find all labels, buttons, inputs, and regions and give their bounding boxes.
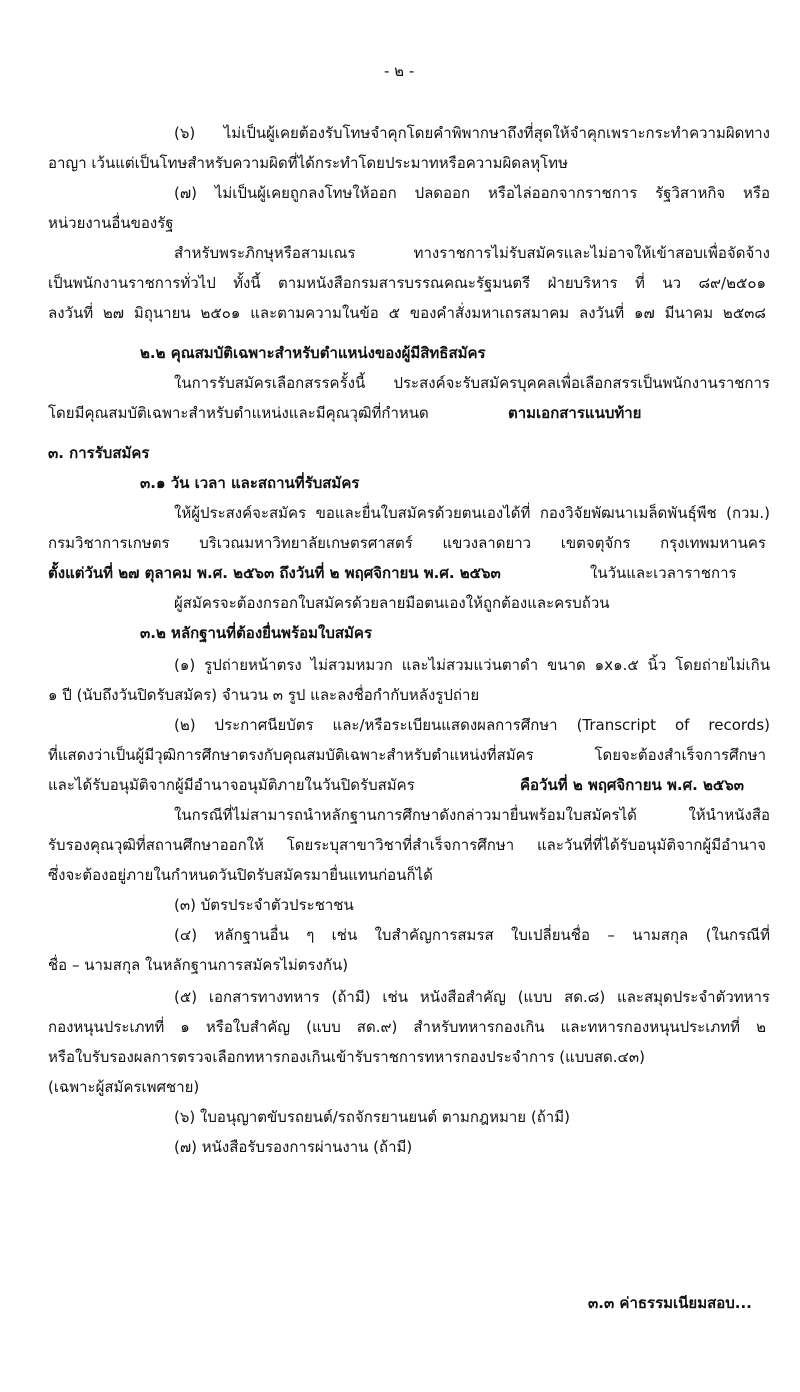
text-line: (๔) หลักฐานอื่น ๆ เช่น ใบสำคัญการสมรส ใบเปลี่ยนชื่อ – นามสกุล (ในกรณีที่ <box>174 926 770 944</box>
text-line: (๑) รูปถ่ายหน้าตรง ไม่สวมหมวก และไม่สวมแว่นตาดำ ขนาด ๑x๑.๕ นิ้ว โดยถ่ายไม่เกิน <box>174 656 770 674</box>
text-line: ในกรณีที่ไม่สามารถนำหลักฐานการศึกษาดังกล่าวมายื่นพร้อมใบสมัครได้ ให้นำหนังสือ <box>174 806 770 824</box>
section-heading-3-2: ๓.๒ หลักฐานที่ต้องยื่นพร้อมใบสมัคร <box>140 624 373 642</box>
text-line: (เฉพาะผู้สมัครเพศชาย) <box>48 1078 200 1096</box>
text-line: ๑ ปี (นับถึงวันปิดรับสมัคร) จำนวน ๓ รูป และลงชื่อกำกับหลังรูปถ่าย <box>48 686 480 704</box>
text-line: หน่วยงานอื่นของรัฐ <box>48 214 174 232</box>
continuation-note: ๓.๓ ค่าธรรมเนียมสอบ... <box>588 1294 752 1312</box>
text-line: และได้รับอนุมัติจากผู้มีอำนาจอนุมัติภายในวันปิดรับสมัคร <box>48 776 415 794</box>
text-line: อาญา เว้นแต่เป็นโทษสำหรับความผิดที่ได้กระทำโดยประมาทหรือความผิดลหุโทษ <box>48 154 568 172</box>
text-line: (๖) ไม่เป็นผู้เคยต้องรับโทษจำคุกโดยคำพิพากษาถึงที่สุดให้จำคุกเพราะกระทำความผิดทาง <box>174 124 770 142</box>
text-line: ซึ่งจะต้องอยู่ภายในกำหนดวันปิดรับสมัครมายื่นแทนก่อนก็ได้ <box>48 866 433 884</box>
text-line: (๕) เอกสารทางทหาร (ถ้ามี) เช่น หนังสือสำคัญ (แบบ สด.๘) และสมุดประจำตัวทหาร <box>174 988 770 1006</box>
text-line: เป็นพนักงานราชการทั่วไป ทั้งนี้ ตามหนังสือกรมสารบรรณคณะรัฐมนตรี ฝ่ายบริหาร ที่ นว ๘๙/๒๕๐๑ <box>48 274 766 292</box>
text-line: รับรองคุณวุฒิที่สถานศึกษาออกให้ โดยระบุสาขาวิชาที่สำเร็จการศึกษา และวันที่ที่ได้รับอนุมัติจากผู้มีอำนาจ <box>48 836 766 854</box>
text-line: (๖) ใบอนุญาตขับรถยนต์/รถจักรยานยนต์ ตามกฎหมาย (ถ้ามี) <box>174 1108 570 1126</box>
text-line: (๓) บัตรประจำตัวประชาชน <box>174 896 354 914</box>
emphasis-text: ตั้งแต่วันที่ ๒๗ ตุลาคม พ.ศ. ๒๕๖๓ ถึงวันที่ ๒ พฤศจิกายน พ.ศ. ๒๕๖๓ <box>48 564 501 582</box>
emphasis-text: ตามเอกสารแนบท้าย <box>508 404 642 422</box>
text-line: ผู้สมัครจะต้องกรอกใบสมัครด้วยลายมือตนเองให้ถูกต้องและครบถ้วน <box>174 594 610 612</box>
text-line: ในวันและเวลาราชการ <box>590 564 737 582</box>
text-line: (๒) ประกาศนียบัตร และ/หรือระเบียนแสดงผลการศึกษา (Transcript of records) <box>174 716 770 734</box>
text-line: โดยมีคุณสมบัติเฉพาะสำหรับตำแหน่งและมีคุณวุฒิที่กำหนด <box>48 404 429 422</box>
text-line: กรมวิชาการเกษตร บริเวณมหาวิทยาลัยเกษตรศาสตร์ แขวงลาดยาว เขตจตุจักร กรุงเทพมหานคร <box>48 534 766 552</box>
section-heading-3: ๓. การรับสมัคร <box>48 444 150 462</box>
text-line: ที่แสดงว่าเป็นผู้มีวุฒิการศึกษาตรงกับคุณสมบัติเฉพาะสำหรับตำแหน่งที่สมัคร โดยจะต้องสำเร็จการศึกษา <box>48 746 766 764</box>
page-number: - ๒ - <box>384 62 415 80</box>
text-line: ให้ผู้ประสงค์จะสมัคร ขอและยื่นใบสมัครด้วยตนเองได้ที่ กองวิจัยพัฒนาเมล็ดพันธุ์พืช (กวม.) <box>174 504 770 522</box>
text-line: ชื่อ – นามสกุล ในหลักฐานการสมัครไม่ตรงกัน) <box>48 956 349 974</box>
text-line: กองหนุนประเภทที่ ๑ หรือใบสำคัญ (แบบ สด.๙) สำหรับทหารกองเกิน และทหารกองหนุนประเภทที่ ๒ <box>48 1018 766 1036</box>
emphasis-text: คือวันที่ ๒ พฤศจิกายน พ.ศ. ๒๕๖๓ <box>520 776 745 794</box>
text-line: สำหรับพระภิกษุหรือสามเณร ทางราชการไม่รับสมัครและไม่อาจให้เข้าสอบเพื่อจัดจ้าง <box>174 244 770 262</box>
section-heading-2-2: ๒.๒ คุณสมบัติเฉพาะสำหรับตำแหน่งของผู้มีสิทธิสมัคร <box>140 344 486 362</box>
text-line: ในการรับสมัครเลือกสรรครั้งนี้ ประสงค์จะรับสมัครบุคคลเพื่อเลือกสรรเป็นพนักงานราชการ <box>174 374 770 392</box>
text-line: (๗) ไม่เป็นผู้เคยถูกลงโทษให้ออก ปลดออก หรือไล่ออกจากราชการ รัฐวิสาหกิจ หรือ <box>174 184 770 202</box>
section-heading-3-1: ๓.๑ วัน เวลา และสถานที่รับสมัคร <box>140 474 360 492</box>
text-line: (๗) หนังสือรับรองการผ่านงาน (ถ้ามี) <box>174 1138 413 1156</box>
text-line: หรือใบรับรองผลการตรวจเลือกทหารกองเกินเข้ารับราชการทหารกองประจำการ (แบบสด.๔๓) <box>48 1048 645 1066</box>
text-line: ลงวันที่ ๒๗ มิถุนายน ๒๕๐๑ และตามความในข้อ ๕ ของคำสั่งมหาเถรสมาคม ลงวันที่ ๑๗ มีนาคม ๒๕๓๘ <box>48 304 766 322</box>
